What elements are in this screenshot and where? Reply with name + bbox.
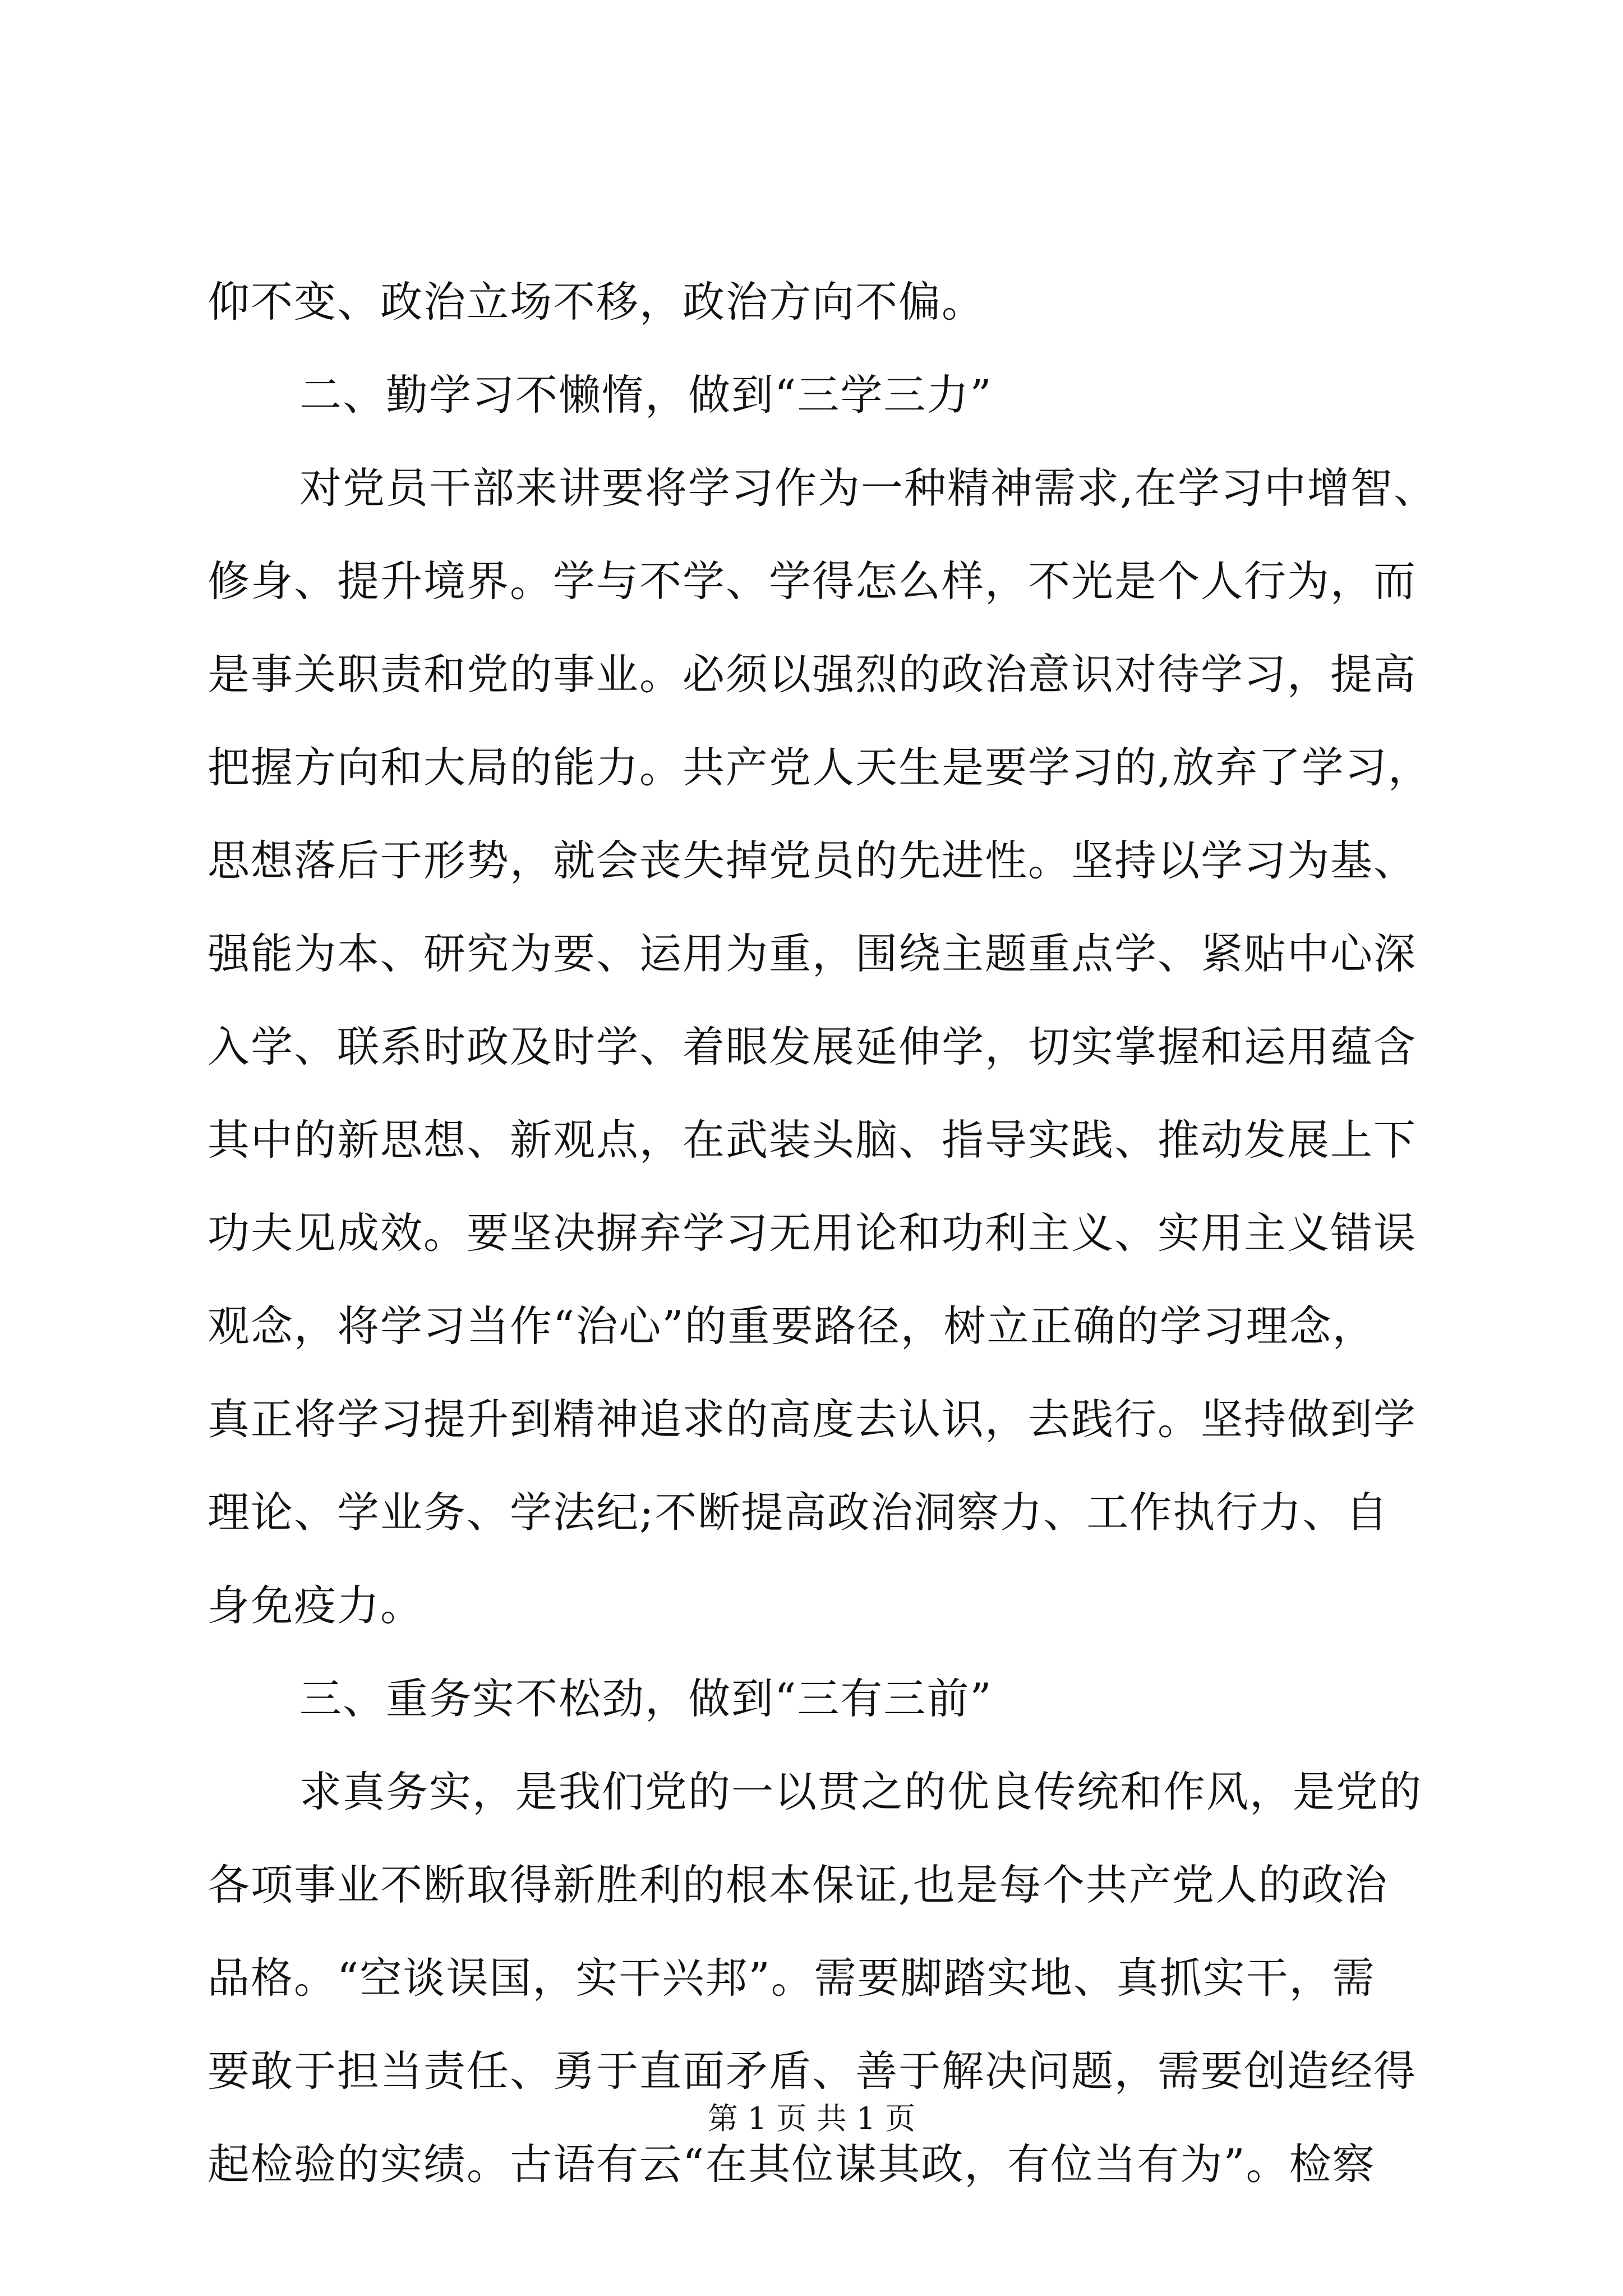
text-line: 身免疫力。: [208, 1581, 424, 1630]
document-body: [208, 255, 1469, 2211]
text-line: 强能为本、研究为要、运用为重，围绕主题重点学、紧贴中心深: [208, 929, 1417, 978]
text-line: 各项事业不断取得新胜利的根本保证,也是每个共产党人的政治: [208, 1860, 1388, 1910]
text-line: 入学、联系时政及时学、着眼发展延伸学，切实掌握和运用蕴含: [208, 1022, 1417, 1071]
text-line: 功夫见成效。要坚决摒弃学习无用论和功利主义、实用主义错误: [208, 1208, 1417, 1258]
text-line: 仰不变、政治立场不移，政治方向不偏。: [208, 277, 985, 326]
text-line: 三、重务实不松劲，做到“三有三前”: [299, 1674, 993, 1723]
text-line: 修身、提升境界。学与不学、学得怎么样，不光是个人行为，而: [208, 556, 1417, 606]
text-line: 品格。“空谈误国，实干兴邦”。需要脚踏实地、真抓实干，需: [208, 1953, 1376, 2003]
text-line: 要敢于担当责任、勇于直面矛盾、善于解决问题，需要创造经得: [208, 2046, 1417, 2096]
text-line: 起检验的实绩。古语有云“在其位谋其政，有位当有为”。检察: [208, 2139, 1376, 2189]
page-footer: 第 1 页 共 1 页: [707, 2101, 916, 2136]
text-line: 二、勤学习不懒惰，做到“三学三力”: [299, 370, 993, 420]
text-line: 其中的新思想、新观点，在武装头脑、指导实践、推动发展上下: [208, 1115, 1417, 1165]
text-line: 把握方向和大局的能力。共产党人天生是要学习的,放弃了学习，: [208, 743, 1431, 792]
text-line: 是事关职责和党的事业。必须以强烈的政治意识对待学习，提高: [208, 650, 1417, 699]
text-line: 观念，将学习当作“治心”的重要路径，树立正确的学习理念，: [208, 1301, 1376, 1351]
text-line: 求真务实，是我们党的一以贯之的优良传统和作风，是党的: [299, 1767, 1423, 1816]
text-line: 对党员干部来讲要将学习作为一种精神需求,在学习中增智、: [299, 463, 1437, 513]
text-line: 理论、学业务、学法纪;不断提高政治洞察力、工作执行力、自: [208, 1488, 1389, 1537]
text-line: 真正将学习提升到精神追求的高度去认识，去践行。坚持做到学: [208, 1395, 1417, 1444]
text-line: 思想落后于形势，就会丧失掉党员的先进性。坚持以学习为基、: [208, 836, 1417, 885]
